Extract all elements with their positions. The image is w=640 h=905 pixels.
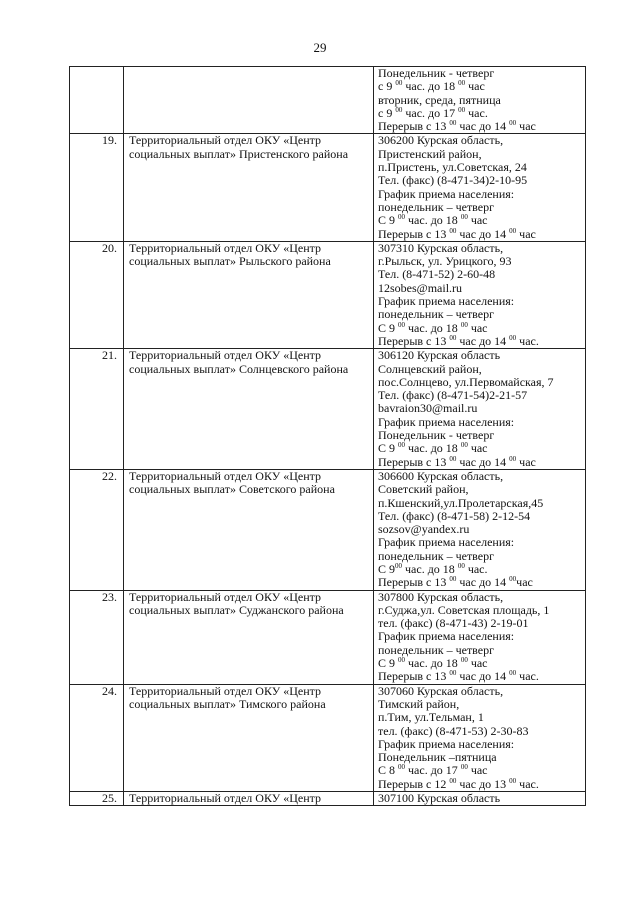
superscript-minutes: 00 [395, 79, 403, 88]
contact-line: 307100 Курская область [378, 791, 501, 806]
contact-line: тел. (факс) (8-471-53) 2-30-83 [378, 723, 529, 738]
contact-line: 12sobes@mail.ru [378, 280, 463, 295]
offices-table [69, 66, 586, 806]
row-number: 23. [70, 590, 124, 684]
office-name: Территориальный отдел ОКУ «Центр социальных выплат» Пристенского района [124, 134, 374, 241]
contact-line: 307060 Курская область, [378, 683, 504, 698]
superscript-minutes: 00 [460, 320, 468, 329]
office-name [124, 67, 374, 134]
contact-line: п.Тим, ул.Тельман, 1 [378, 710, 484, 725]
contact-line: понедельник – четверг [378, 548, 495, 563]
contact-line: График приема населения: [378, 294, 515, 309]
contact-line: График приема населения: [378, 629, 515, 644]
page-number: 29 [313, 40, 327, 55]
superscript-minutes: 00 [458, 105, 466, 114]
contact-line: Перерыв с 13 $^{00}$ час до 14 $^{00}$ час. [378, 669, 539, 684]
contact-line: г.Суджа,ул. Советская площадь, 1 [378, 602, 550, 617]
contact-line: Тимский район, [378, 696, 460, 711]
contact-line: п.Пристень, ул.Советская, 24 [378, 160, 527, 175]
contact-line: с 9 $^{00}$ час. до 17 $^{00}$ час. [378, 105, 488, 120]
superscript-minutes: 00 [509, 226, 517, 235]
table-body [70, 67, 586, 806]
contact-line: Тел. (8-471-52) 2-60-48 [378, 267, 496, 282]
contact-line: вторник, среда, пятница [378, 92, 501, 107]
contact-line: Перерыв с 13 $^{00}$ час до 14 $^{00}$ час [378, 226, 536, 241]
office-contacts [374, 67, 586, 134]
contact-line: п.Кшенский,ул.Пролетарская,45 [378, 495, 544, 510]
contact-line: Перерыв с 13 $^{00}$ час до 14 $^{00}$ час [378, 119, 536, 134]
contact-line: Понедельник –пятница [378, 750, 497, 765]
office-name: Территориальный отдел ОКУ «Центр социальных выплат» Советского района [124, 469, 374, 590]
superscript-minutes: 00 [398, 213, 406, 222]
contact-line: sozsov@yandex.ru [378, 522, 470, 537]
contact-line: График приема населения: [378, 186, 515, 201]
table-row [70, 67, 586, 134]
office-contacts [374, 684, 586, 791]
contact-line: Перерыв с 12 $^{00}$ час до 13 $^{00}$ час. [378, 776, 539, 791]
contact-line: 307800 Курская область, [378, 589, 504, 604]
superscript-minutes: 00 [509, 669, 517, 678]
contact-line: С $9^{00}$ час. до 18 $^{00}$ час. [378, 561, 488, 576]
contact-line: Пристенский район, [378, 146, 482, 161]
superscript-minutes: 00 [395, 105, 403, 114]
superscript-minutes: 00 [460, 656, 468, 665]
superscript-minutes: 00 [398, 320, 406, 329]
contact-line: Советский район, [378, 482, 469, 497]
contact-line: 306200 Курская область, [378, 133, 504, 148]
contact-line: 306600 Курская область, [378, 468, 504, 483]
contact-line: С 8 $^{00}$ час. до 17 $^{00}$ час [378, 763, 488, 778]
superscript-minutes: 00 [460, 441, 468, 450]
table-row [70, 469, 586, 590]
superscript-minutes: 00 [460, 213, 468, 222]
contact-line: понедельник – четверг [378, 642, 495, 657]
contact-line: Солнцевский район, [378, 361, 482, 376]
contact-line: понедельник – четверг [378, 199, 495, 214]
contact-line: пос.Солнцево, ул.Первомайская, 7 [378, 374, 554, 389]
office-name: Территориальный отдел ОКУ «Центр социальных выплат» Рыльского района [124, 241, 374, 348]
office-contacts [374, 241, 586, 348]
office-name: Территориальный отдел ОКУ «Центр социальных выплат» Тимского района [124, 684, 374, 791]
contact-line: с 9 $^{00}$ час. до 18 $^{00}$ час [378, 79, 485, 94]
office-contacts [374, 792, 586, 806]
row-number: 25. [70, 792, 124, 806]
superscript-minutes: 00 [509, 119, 517, 128]
superscript-minutes: 00 [509, 575, 517, 584]
contact-line: Перерыв с 13 $^{00}$ час до 14 $^{00}$час [378, 575, 533, 590]
contact-line: С 9 $^{00}$ час. до 18 $^{00}$ час [378, 656, 488, 671]
superscript-minutes: 00 [398, 441, 406, 450]
office-contacts [374, 349, 586, 470]
superscript-minutes: 00 [449, 119, 457, 128]
table-row [70, 792, 586, 806]
table-row [70, 590, 586, 684]
superscript-minutes: 00 [398, 656, 406, 665]
contact-line: Понедельник - четверг [378, 66, 495, 80]
superscript-minutes: 00 [449, 776, 457, 785]
row-number: 19. [70, 134, 124, 241]
contact-line: Перерыв с 13 $^{00}$ час до 14 $^{00}$ час [378, 454, 536, 469]
office-name: Территориальный отдел ОКУ «Центр социальных выплат» Солнцевского района [124, 349, 374, 470]
contact-line: С 9 $^{00}$ час. до 18 $^{00}$ час [378, 441, 488, 456]
contact-line: 306120 Курская область [378, 348, 501, 363]
contact-line: Перерыв с 13 $^{00}$ час до 14 $^{00}$ час. [378, 333, 539, 348]
superscript-minutes: 00 [509, 776, 517, 785]
row-number: 21. [70, 349, 124, 470]
superscript-minutes: 00 [398, 763, 406, 772]
contact-line: График приема населения: [378, 414, 515, 429]
superscript-minutes: 00 [449, 454, 457, 463]
contact-line: Тел. (факс) (8-471-58) 2-12-54 [378, 508, 531, 523]
contact-line: понедельник – четверг [378, 307, 495, 322]
superscript-minutes: 00 [458, 79, 466, 88]
contact-line: График приема населения: [378, 535, 515, 550]
contact-line: г.Рыльск, ул. Урицкого, 93 [378, 254, 512, 269]
office-name: Территориальный отдел ОКУ «Центр социальных выплат» Суджанского района [124, 590, 374, 684]
office-contacts [374, 469, 586, 590]
contact-line: тел. (факс) (8-471-43) 2-19-01 [378, 616, 529, 631]
contact-line: С 9 $^{00}$ час. до 18 $^{00}$ час [378, 320, 488, 335]
table-row [70, 134, 586, 241]
superscript-minutes: 00 [449, 575, 457, 584]
row-number: 24. [70, 684, 124, 791]
superscript-minutes: 00 [449, 669, 457, 678]
superscript-minutes: 00 [509, 333, 517, 342]
contact-line: Тел. (факс) (8-471-54)2-21-57 [378, 388, 528, 403]
contact-line: 307310 Курская область, [378, 240, 504, 255]
contact-line: bavraion30@mail.ru [378, 401, 478, 416]
superscript-minutes: 00 [457, 561, 465, 570]
superscript-minutes: 00 [395, 561, 403, 570]
row-number [70, 67, 124, 134]
office-name: Территориальный отдел ОКУ «Центр [124, 792, 374, 806]
office-contacts [374, 134, 586, 241]
contact-line: Понедельник - четверг [378, 428, 495, 443]
superscript-minutes: 00 [460, 763, 468, 772]
contact-line: С 9 $^{00}$ час. до 18 $^{00}$ час [378, 213, 488, 228]
table-row [70, 241, 586, 348]
office-contacts [374, 590, 586, 684]
table-row [70, 684, 586, 791]
contact-line: Тел. (факс) (8-471-34)2-10-95 [378, 173, 528, 188]
superscript-minutes: 00 [509, 454, 517, 463]
row-number: 20. [70, 241, 124, 348]
contact-line: График приема населения: [378, 736, 515, 751]
superscript-minutes: 00 [449, 333, 457, 342]
superscript-minutes: 00 [449, 226, 457, 235]
table-row [70, 349, 586, 470]
row-number: 22. [70, 469, 124, 590]
